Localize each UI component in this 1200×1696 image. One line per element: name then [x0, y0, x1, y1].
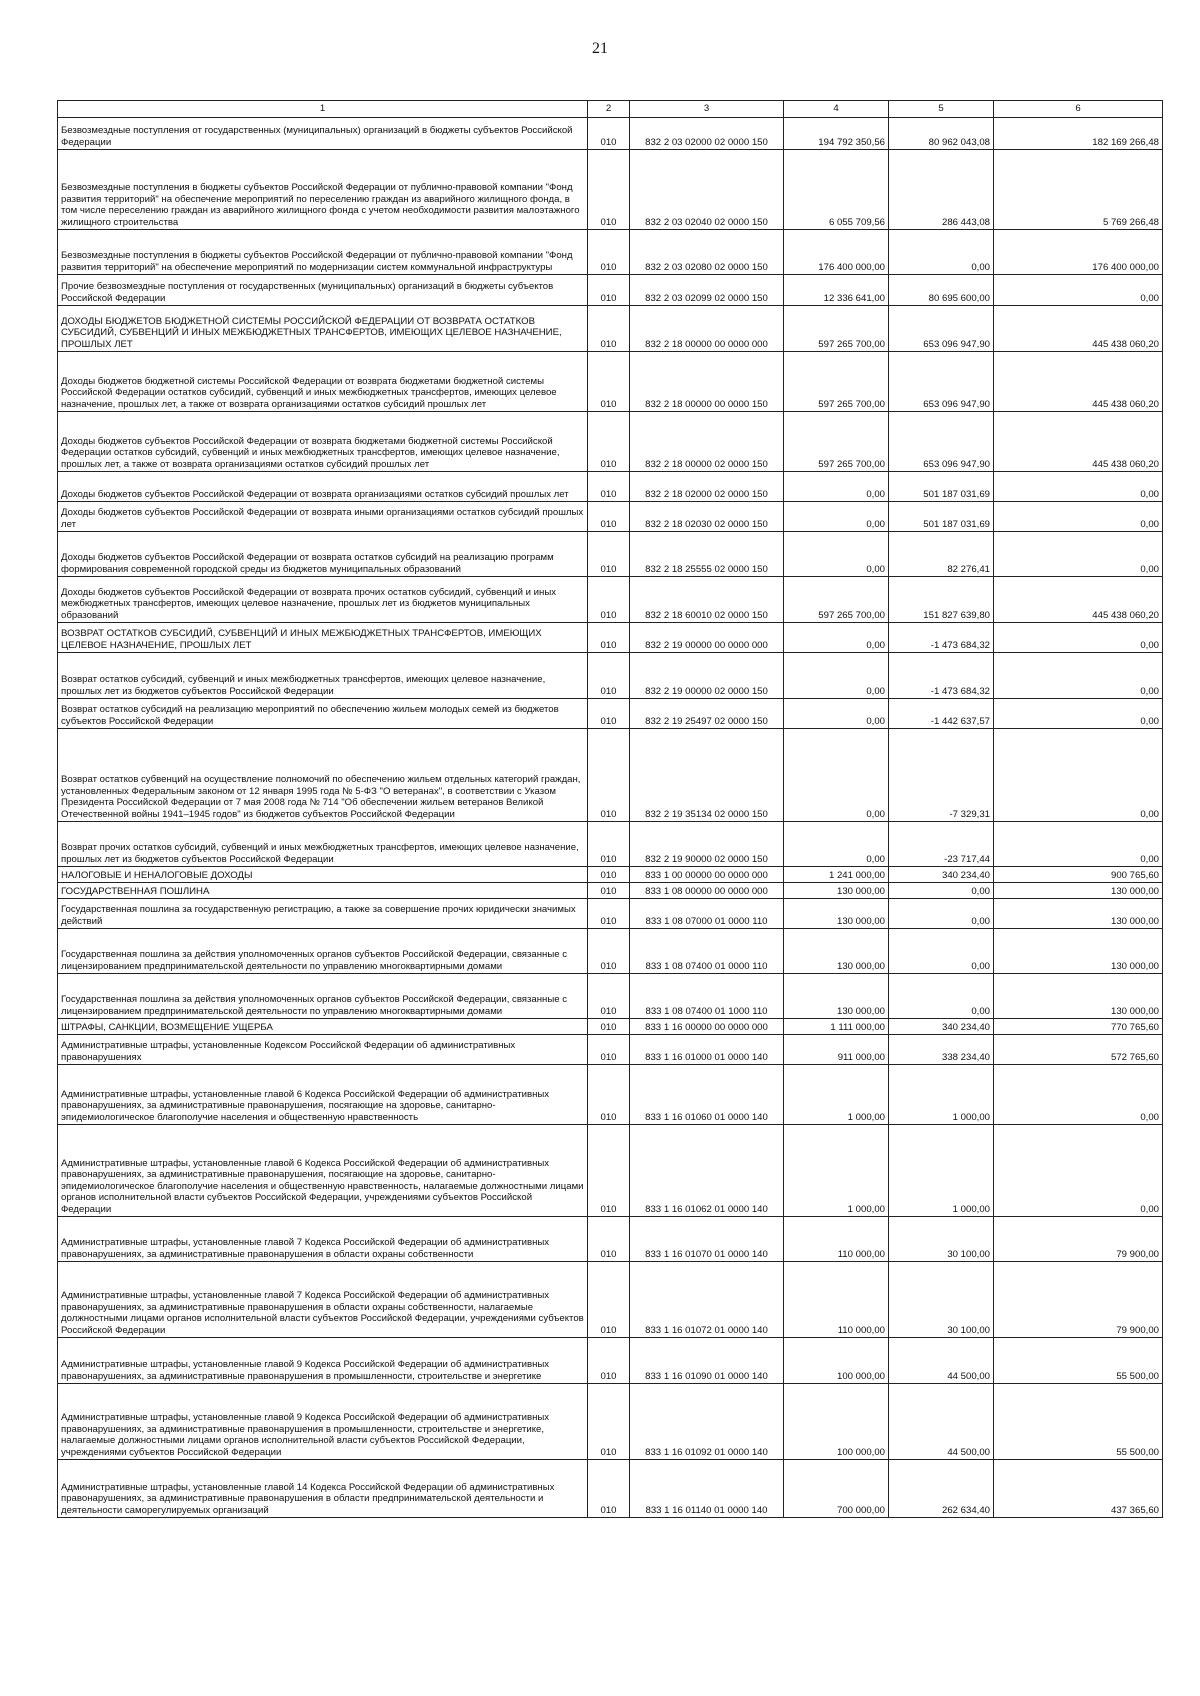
row-value-col5: 340 234,40 [889, 867, 994, 883]
table-row [58, 883, 1163, 899]
row-value-col5: -1 473 684,32 [889, 623, 994, 653]
row-name-cell: Государственная пошлина за действия уполномоченных органов субъектов Российской Федерации, связанные с лицензированием предпринимательской деятельности по управлению многоквартирными домами [58, 974, 588, 1019]
row-value-col6: 55 500,00 [994, 1338, 1163, 1384]
row-value-col6: 5 769 266,48 [994, 150, 1163, 230]
table-row [58, 729, 1163, 822]
row-name-cell: ВОЗВРАТ ОСТАТКОВ СУБСИДИЙ, СУБВЕНЦИЙ И ИНЫХ МЕЖБЮДЖЕТНЫХ ТРАНСФЕРТОВ, ИМЕЮЩИХ ЦЕЛЕВОЕ НАЗНАЧЕНИЕ, ПРОШЛЫХ ЛЕТ [58, 623, 588, 653]
table-row [58, 118, 1163, 150]
row-kbk-cell: 832 2 19 00000 00 0000 000 [630, 623, 784, 653]
row-value-col5: 338 234,40 [889, 1035, 994, 1065]
table-row [58, 1217, 1163, 1262]
table-row [58, 1065, 1163, 1125]
header-col-6: 6 [994, 101, 1163, 118]
row-name-cell: Административные штрафы, установленные главой 14 Кодекса Российской Федерации об административных правонарушениях, за административные правонарушения в области предпринимательской деятельности и деятельности саморегулируемых организаций [58, 1460, 588, 1518]
row-value-col5: 653 096 947,90 [889, 306, 994, 352]
row-name-cell: Доходы бюджетов субъектов Российской Федерации от возврата организациями остатков субсидий прошлых лет [58, 472, 588, 502]
table-row [58, 532, 1163, 577]
row-name-cell: Административные штрафы, установленные главой 9 Кодекса Российской Федерации об административных правонарушениях, за административные правонарушения в промышленности, строительстве и энергетике, налагаемые должностными лицами органов исполнительной власти субъектов Российской Федерации, учреждениями субъектов Российской Федерации [58, 1384, 588, 1460]
table-row [58, 275, 1163, 306]
row-code-cell: 010 [588, 883, 630, 899]
row-value-col4: 1 241 000,00 [784, 867, 889, 883]
row-name-cell: Возврат остатков субсидий, субвенций и иных межбюджетных трансфертов, имеющих целевое назначение, прошлых лет из бюджетов субъектов Российской Федерации [58, 653, 588, 699]
row-kbk-cell: 832 2 19 00000 02 0000 150 [630, 653, 784, 699]
row-code-cell: 010 [588, 974, 630, 1019]
row-code-cell: 010 [588, 472, 630, 502]
row-value-col5: 262 634,40 [889, 1460, 994, 1518]
row-name-cell: Государственная пошлина за действия уполномоченных органов субъектов Российской Федерации, связанные с лицензированием предпринимательской деятельности по управлению многоквартирными домами [58, 929, 588, 974]
row-value-col5: 501 187 031,69 [889, 472, 994, 502]
row-kbk-cell: 832 2 19 90000 02 0000 150 [630, 822, 784, 867]
row-code-cell: 010 [588, 1217, 630, 1262]
row-value-col6: 0,00 [994, 822, 1163, 867]
row-value-col5: 80 695 600,00 [889, 275, 994, 306]
table-row [58, 899, 1163, 929]
table-row [58, 150, 1163, 230]
row-value-col4: 130 000,00 [784, 974, 889, 1019]
row-kbk-cell: 832 2 19 25497 02 0000 150 [630, 699, 784, 729]
row-kbk-cell: 833 1 08 07400 01 0000 110 [630, 929, 784, 974]
row-value-col4: 597 265 700,00 [784, 352, 889, 412]
table-row [58, 929, 1163, 974]
table-row [58, 1035, 1163, 1065]
row-value-col4: 911 000,00 [784, 1035, 889, 1065]
table-row [58, 699, 1163, 729]
row-code-cell: 010 [588, 899, 630, 929]
row-kbk-cell: 832 2 03 02080 02 0000 150 [630, 230, 784, 275]
header-col-1: 1 [58, 101, 588, 118]
row-code-cell: 010 [588, 929, 630, 974]
row-code-cell: 010 [588, 1338, 630, 1384]
table-header-row [58, 101, 1163, 118]
row-value-col4: 597 265 700,00 [784, 577, 889, 623]
row-value-col6: 55 500,00 [994, 1384, 1163, 1460]
page-number: 21 [592, 40, 608, 57]
row-code-cell: 010 [588, 532, 630, 577]
row-value-col5: 44 500,00 [889, 1384, 994, 1460]
row-value-col5: 501 187 031,69 [889, 502, 994, 532]
row-kbk-cell: 833 1 16 01140 01 0000 140 [630, 1460, 784, 1518]
row-kbk-cell: 833 1 16 01092 01 0000 140 [630, 1384, 784, 1460]
row-kbk-cell: 833 1 08 07000 01 0000 110 [630, 899, 784, 929]
row-name-cell: Административные штрафы, установленные главой 7 Кодекса Российской Федерации об административных правонарушениях, за административные правонарушения в области охраны собственности, налагаемые должностными лицами органов исполнительной власти субъектов Российской Федерации, учреждениями субъектов Российской Федерации [58, 1262, 588, 1338]
table-row [58, 623, 1163, 653]
row-value-col4: 6 055 709,56 [784, 150, 889, 230]
row-value-col6: 0,00 [994, 699, 1163, 729]
row-value-col5: 1 000,00 [889, 1125, 994, 1217]
row-kbk-cell: 832 2 03 02040 02 0000 150 [630, 150, 784, 230]
table-row [58, 352, 1163, 412]
header-col-4: 4 [784, 101, 889, 118]
row-value-col5: 0,00 [889, 230, 994, 275]
row-code-cell: 010 [588, 653, 630, 699]
row-value-col4: 100 000,00 [784, 1384, 889, 1460]
row-value-col5: -1 442 637,57 [889, 699, 994, 729]
row-code-cell: 010 [588, 230, 630, 275]
row-code-cell: 010 [588, 275, 630, 306]
budget-table [57, 100, 1163, 1518]
row-value-col6: 0,00 [994, 653, 1163, 699]
row-value-col6: 0,00 [994, 472, 1163, 502]
row-value-col5: 0,00 [889, 899, 994, 929]
row-value-col4: 0,00 [784, 699, 889, 729]
row-value-col4: 700 000,00 [784, 1460, 889, 1518]
row-value-col4: 110 000,00 [784, 1217, 889, 1262]
table-row [58, 867, 1163, 883]
row-name-cell: ДОХОДЫ БЮДЖЕТОВ БЮДЖЕТНОЙ СИСТЕМЫ РОССИЙСКОЙ ФЕДЕРАЦИИ ОТ ВОЗВРАТА ОСТАТКОВ СУБСИДИЙ, СУБВЕНЦИЙ И ИНЫХ МЕЖБЮДЖЕТНЫХ ТРАНСФЕРТОВ, ИМЕЮЩИХ ЦЕЛЕВОЕ НАЗНАЧЕНИЕ, ПРОШЛЫХ ЛЕТ [58, 306, 588, 352]
header-col-5: 5 [889, 101, 994, 118]
table-row [58, 412, 1163, 472]
row-name-cell: ШТРАФЫ, САНКЦИИ, ВОЗМЕЩЕНИЕ УЩЕРБА [58, 1019, 588, 1035]
row-value-col4: 0,00 [784, 502, 889, 532]
row-value-col4: 176 400 000,00 [784, 230, 889, 275]
row-name-cell: Возврат остатков субсидий на реализацию мероприятий по обеспечению жильем молодых семей из бюджетов субъектов Российской Федерации [58, 699, 588, 729]
table-row [58, 1460, 1163, 1518]
row-code-cell: 010 [588, 623, 630, 653]
table-row [58, 822, 1163, 867]
row-name-cell: НАЛОГОВЫЕ И НЕНАЛОГОВЫЕ ДОХОДЫ [58, 867, 588, 883]
row-code-cell: 010 [588, 1460, 630, 1518]
table-row [58, 1338, 1163, 1384]
row-value-col6: 0,00 [994, 502, 1163, 532]
row-value-col4: 0,00 [784, 532, 889, 577]
row-value-col5: 0,00 [889, 974, 994, 1019]
row-name-cell: Доходы бюджетов бюджетной системы Российской Федерации от возврата бюджетами бюджетной системы Российской Федерации остатков субсидий, субвенций и иных межбюджетных трансфертов, имеющих целевое назначение, прошлых лет, а также от возврата организациями остатков субсидий прошлых лет [58, 352, 588, 412]
row-name-cell: Безвозмездные поступления от государственных (муниципальных) организаций в бюджеты субъектов Российской Федерации [58, 118, 588, 150]
row-value-col4: 130 000,00 [784, 899, 889, 929]
row-kbk-cell: 833 1 16 01060 01 0000 140 [630, 1065, 784, 1125]
row-name-cell: Безвозмездные поступления в бюджеты субъектов Российской Федерации от публично-правовой компании "Фонд развития территорий" на обеспечение мероприятий по модернизации систем коммунальной инфраструктуры [58, 230, 588, 275]
row-code-cell: 010 [588, 1384, 630, 1460]
row-value-col6: 0,00 [994, 1065, 1163, 1125]
row-code-cell: 010 [588, 412, 630, 472]
row-kbk-cell: 833 1 16 00000 00 0000 000 [630, 1019, 784, 1035]
row-value-col6: 0,00 [994, 275, 1163, 306]
table-row [58, 230, 1163, 275]
row-value-col5: 80 962 043,08 [889, 118, 994, 150]
row-kbk-cell: 832 2 18 00000 02 0000 150 [630, 412, 784, 472]
row-value-col4: 110 000,00 [784, 1262, 889, 1338]
table-row [58, 502, 1163, 532]
header-col-3: 3 [630, 101, 784, 118]
row-code-cell: 010 [588, 1262, 630, 1338]
row-value-col5: 151 827 639,80 [889, 577, 994, 623]
row-value-col5: 0,00 [889, 929, 994, 974]
row-code-cell: 010 [588, 1035, 630, 1065]
row-value-col6: 0,00 [994, 729, 1163, 822]
table-row [58, 1262, 1163, 1338]
row-value-col4: 597 265 700,00 [784, 412, 889, 472]
row-value-col5: 653 096 947,90 [889, 412, 994, 472]
row-value-col6: 0,00 [994, 532, 1163, 577]
row-code-cell: 010 [588, 577, 630, 623]
row-kbk-cell: 832 2 18 02030 02 0000 150 [630, 502, 784, 532]
row-kbk-cell: 832 2 18 02000 02 0000 150 [630, 472, 784, 502]
row-kbk-cell: 832 2 03 02000 02 0000 150 [630, 118, 784, 150]
row-kbk-cell: 832 2 03 02099 02 0000 150 [630, 275, 784, 306]
row-value-col6: 176 400 000,00 [994, 230, 1163, 275]
row-kbk-cell: 833 1 00 00000 00 0000 000 [630, 867, 784, 883]
row-value-col6: 445 438 060,20 [994, 352, 1163, 412]
table-row [58, 306, 1163, 352]
row-code-cell: 010 [588, 306, 630, 352]
row-value-col5: -7 329,31 [889, 729, 994, 822]
table-row [58, 1384, 1163, 1460]
row-kbk-cell: 832 2 18 00000 00 0000 000 [630, 306, 784, 352]
row-kbk-cell: 832 2 19 35134 02 0000 150 [630, 729, 784, 822]
row-value-col6: 0,00 [994, 623, 1163, 653]
row-value-col5: -23 717,44 [889, 822, 994, 867]
row-value-col6: 770 765,60 [994, 1019, 1163, 1035]
row-code-cell: 010 [588, 867, 630, 883]
row-value-col4: 130 000,00 [784, 929, 889, 974]
row-kbk-cell: 833 1 16 01062 01 0000 140 [630, 1125, 784, 1217]
row-value-col4: 130 000,00 [784, 883, 889, 899]
table-row [58, 1019, 1163, 1035]
row-name-cell: Доходы бюджетов субъектов Российской Федерации от возврата прочих остатков субсидий, субвенций и иных межбюджетных трансфертов, имеющих целевое назначение, прошлых лет из бюджетов муниципальных образований [58, 577, 588, 623]
row-value-col6: 445 438 060,20 [994, 412, 1163, 472]
row-name-cell: Административные штрафы, установленные главой 7 Кодекса Российской Федерации об административных правонарушениях, за административные правонарушения в области охраны собственности [58, 1217, 588, 1262]
row-kbk-cell: 833 1 08 07400 01 1000 110 [630, 974, 784, 1019]
row-value-col4: 597 265 700,00 [784, 306, 889, 352]
table-body [58, 118, 1163, 1518]
row-value-col6: 130 000,00 [994, 929, 1163, 974]
row-code-cell: 010 [588, 352, 630, 412]
row-code-cell: 010 [588, 1125, 630, 1217]
row-value-col4: 0,00 [784, 822, 889, 867]
row-value-col5: 1 000,00 [889, 1065, 994, 1125]
row-kbk-cell: 832 2 18 60010 02 0000 150 [630, 577, 784, 623]
row-name-cell: Административные штрафы, установленные главой 9 Кодекса Российской Федерации об административных правонарушениях, за административные правонарушения в промышленности, строительстве и энергетике [58, 1338, 588, 1384]
row-name-cell: Административные штрафы, установленные Кодексом Российской Федерации об административных правонарушениях [58, 1035, 588, 1065]
table-row [58, 577, 1163, 623]
row-value-col5: 286 443,08 [889, 150, 994, 230]
row-value-col5: 44 500,00 [889, 1338, 994, 1384]
row-value-col6: 572 765,60 [994, 1035, 1163, 1065]
row-value-col4: 100 000,00 [784, 1338, 889, 1384]
row-value-col6: 182 169 266,48 [994, 118, 1163, 150]
row-code-cell: 010 [588, 150, 630, 230]
row-value-col4: 1 111 000,00 [784, 1019, 889, 1035]
row-name-cell: ГОСУДАРСТВЕННАЯ ПОШЛИНА [58, 883, 588, 899]
row-value-col4: 0,00 [784, 472, 889, 502]
row-value-col6: 437 365,60 [994, 1460, 1163, 1518]
row-value-col4: 194 792 350,56 [784, 118, 889, 150]
row-code-cell: 010 [588, 729, 630, 822]
row-name-cell: Административные штрафы, установленные главой 6 Кодекса Российской Федерации об административных правонарушениях, за административные правонарушения, посягающие на здоровье, санитарно-эпидемиологическое благополучие населения и общественную нравственность [58, 1065, 588, 1125]
row-kbk-cell: 833 1 16 01000 01 0000 140 [630, 1035, 784, 1065]
row-kbk-cell: 833 1 16 01072 01 0000 140 [630, 1262, 784, 1338]
row-code-cell: 010 [588, 822, 630, 867]
row-value-col4: 0,00 [784, 623, 889, 653]
row-value-col5: 653 096 947,90 [889, 352, 994, 412]
table-row [58, 974, 1163, 1019]
row-value-col5: 82 276,41 [889, 532, 994, 577]
row-value-col5: 30 100,00 [889, 1217, 994, 1262]
row-code-cell: 010 [588, 1065, 630, 1125]
row-value-col6: 445 438 060,20 [994, 306, 1163, 352]
row-code-cell: 010 [588, 502, 630, 532]
row-value-col6: 130 000,00 [994, 899, 1163, 929]
row-name-cell: Возврат остатков субвенций на осуществление полномочий по обеспечению жильем отдельных категорий граждан, установленных Федеральным законом от 12 января 1995 года № 5-ФЗ "О ветеранах", в соответствии с Указом Президента Российской Федерации от 7 мая 2008 года № 714 "Об обеспечении жильем ветеранов Великой Отечественной войны 1941–1945 годов" из бюджетов субъектов Российской Федерации [58, 729, 588, 822]
row-value-col4: 1 000,00 [784, 1125, 889, 1217]
row-name-cell: Государственная пошлина за государственную регистрацию, а также за совершение прочих юридически значимых действий [58, 899, 588, 929]
row-value-col6: 79 900,00 [994, 1262, 1163, 1338]
row-value-col4: 1 000,00 [784, 1065, 889, 1125]
row-value-col4: 0,00 [784, 729, 889, 822]
row-value-col6: 130 000,00 [994, 883, 1163, 899]
row-value-col6: 79 900,00 [994, 1217, 1163, 1262]
row-value-col4: 0,00 [784, 653, 889, 699]
row-value-col5: -1 473 684,32 [889, 653, 994, 699]
row-kbk-cell: 832 2 18 00000 00 0000 150 [630, 352, 784, 412]
row-value-col5: 0,00 [889, 883, 994, 899]
row-value-col6: 445 438 060,20 [994, 577, 1163, 623]
row-kbk-cell: 833 1 16 01090 01 0000 140 [630, 1338, 784, 1384]
row-name-cell: Административные штрафы, установленные главой 6 Кодекса Российской Федерации об административных правонарушениях, за административные правонарушения, посягающие на здоровье, санитарно-эпидемиологическое благополучие населения и общественную нравственность, налагаемые должностными лицами органов исполнительной власти субъектов Российской Федерации, учреждениями субъектов Российской Федерации [58, 1125, 588, 1217]
row-kbk-cell: 832 2 18 25555 02 0000 150 [630, 532, 784, 577]
header-col-2: 2 [588, 101, 630, 118]
row-kbk-cell: 833 1 08 00000 00 0000 000 [630, 883, 784, 899]
row-name-cell: Безвозмездные поступления в бюджеты субъектов Российской Федерации от публично-правовой компании "Фонд развития территорий" на обеспечение мероприятий по переселению граждан из аварийного жилищного фонда, в том числе переселению граждан из аварийного жилищного фонда с учетом необходимости развития малоэтажного жилищного строительства [58, 150, 588, 230]
row-value-col6: 900 765,60 [994, 867, 1163, 883]
row-name-cell: Возврат прочих остатков субсидий, субвенций и иных межбюджетных трансфертов, имеющих целевое назначение, прошлых лет из бюджетов субъектов Российской Федерации [58, 822, 588, 867]
table-row [58, 1125, 1163, 1217]
row-code-cell: 010 [588, 1019, 630, 1035]
row-name-cell: Доходы бюджетов субъектов Российской Федерации от возврата остатков субсидий на реализацию программ формирования современной городской среды из бюджетов муниципальных образований [58, 532, 588, 577]
row-value-col4: 12 336 641,00 [784, 275, 889, 306]
row-kbk-cell: 833 1 16 01070 01 0000 140 [630, 1217, 784, 1262]
row-name-cell: Доходы бюджетов субъектов Российской Федерации от возврата бюджетами бюджетной системы Российской Федерации остатков субсидий, субвенций и иных межбюджетных трансфертов, имеющих целевое назначение, прошлых лет, а также от возврата организациями остатков субсидий прошлых лет [58, 412, 588, 472]
row-name-cell: Прочие безвозмездные поступления от государственных (муниципальных) организаций в бюджеты субъектов Российской Федерации [58, 275, 588, 306]
row-code-cell: 010 [588, 118, 630, 150]
row-name-cell: Доходы бюджетов субъектов Российской Федерации от возврата иными организациями остатков субсидий прошлых лет [58, 502, 588, 532]
row-code-cell: 010 [588, 699, 630, 729]
row-value-col6: 130 000,00 [994, 974, 1163, 1019]
row-value-col5: 340 234,40 [889, 1019, 994, 1035]
row-value-col6: 0,00 [994, 1125, 1163, 1217]
table-row [58, 472, 1163, 502]
row-value-col5: 30 100,00 [889, 1262, 994, 1338]
table-row [58, 653, 1163, 699]
